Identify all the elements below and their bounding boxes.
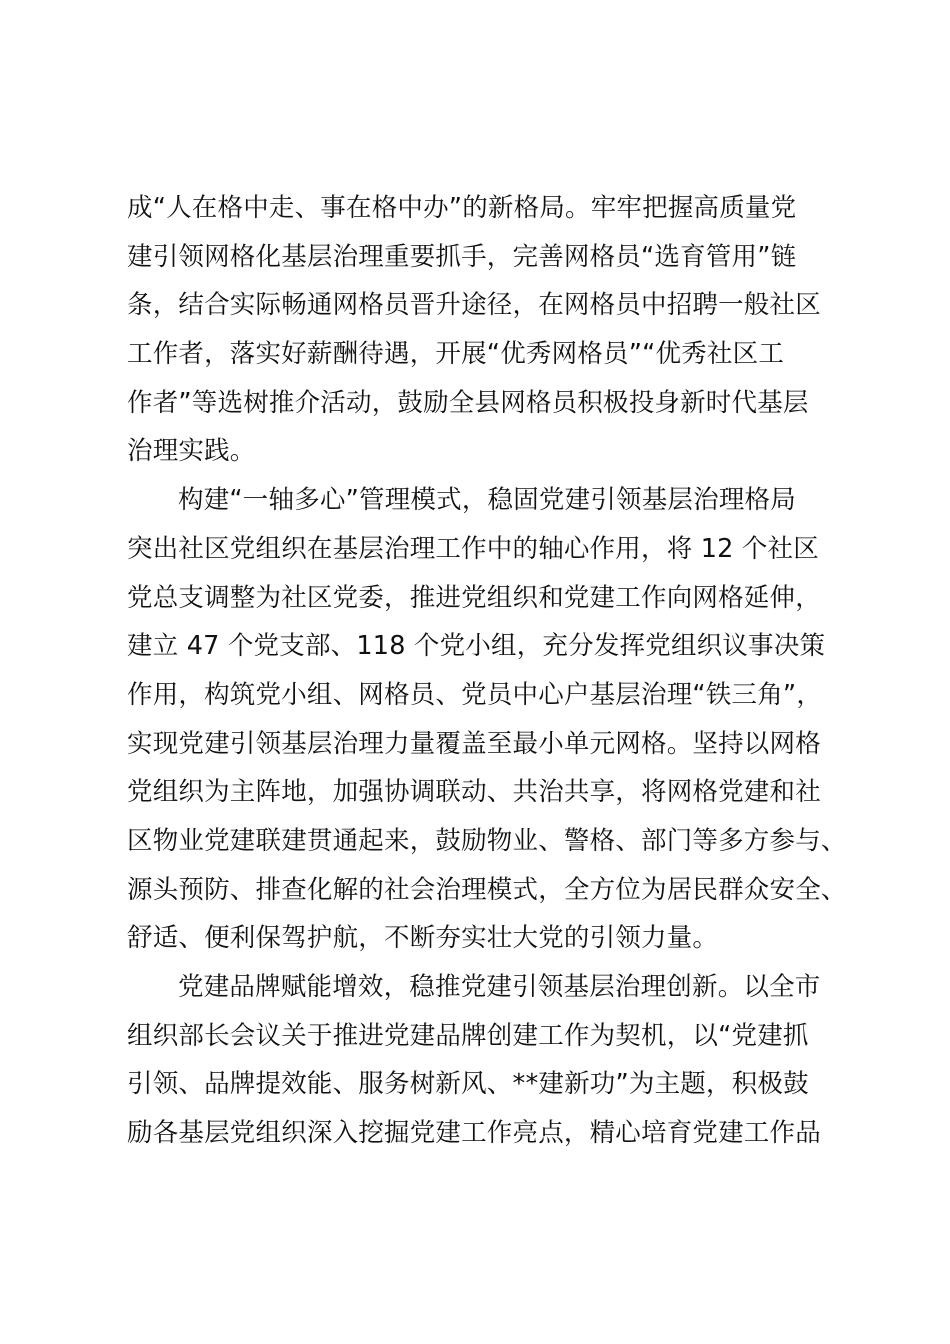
text-line: 组织部长会议关于推进党建品牌创建工作为契机，以“党建抓 <box>127 1020 809 1051</box>
body-text <box>127 184 847 1158</box>
paragraph-heading-line: 党建品牌赋能增效，稳推党建引领基层治理创新。以全市 <box>178 972 821 1002</box>
text-line: 工作者，落实好薪酬待遇，开展“优秀网格员”“优秀社区工 <box>127 339 785 370</box>
text-line: 治理实践。 <box>127 436 256 467</box>
text-line: 党总支调整为社区党委，推进党组织和党建工作向网格延伸， <box>127 582 821 613</box>
text-line: 建引领网格化基层治理重要抓手，完善网格员“选育管用”链 <box>127 241 797 272</box>
text-line: 党组织为主阵地，加强协调联动、共治共享，将网格党建和社 <box>127 777 821 808</box>
text-line: 源头预防、排查化解的社会治理模式，全方位为居民群众安全、 <box>127 874 847 905</box>
text-line: 突出社区党组织在基层治理工作中的轴心作用，将 12 个社区 <box>127 533 819 564</box>
text-line: 区物业党建联建贯通起来，鼓励物业、警格、部门等多方参与、 <box>127 825 847 856</box>
text-line: 成“人在格中走、事在格中办”的新格局。牢牢把握高质量党 <box>127 193 797 223</box>
text-line: 引领、品牌提效能、服务树新风、**建新功”为主题，积极鼓 <box>127 1069 809 1100</box>
text-line: 条，结合实际畅通网格员晋升途径，在网格员中招聘一般社区 <box>127 290 821 321</box>
text-line: 建立 47 个党支部、118 个党小组，充分发挥党组织议事决策 <box>127 631 826 662</box>
paragraph-heading-line: 构建“一轴多心”管理模式，稳固党建引领基层治理格局 <box>178 485 796 516</box>
text-line: 励各基层党组织深入挖掘党建工作亮点，精心培育党建工作品 <box>127 1118 821 1149</box>
text-line: 作者”等选树推介活动，鼓励全县网格员积极投身新时代基层 <box>127 387 809 418</box>
text-line: 舒适、便利保驾护航，不断夯实壮大党的引领力量。 <box>127 923 719 954</box>
text-line: 实现党建引领基层治理力量覆盖至最小单元网格。坚持以网格 <box>127 728 821 759</box>
text-line: 作用，构筑党小组、网格员、党员中心户基层治理“铁三角”， <box>127 679 823 710</box>
